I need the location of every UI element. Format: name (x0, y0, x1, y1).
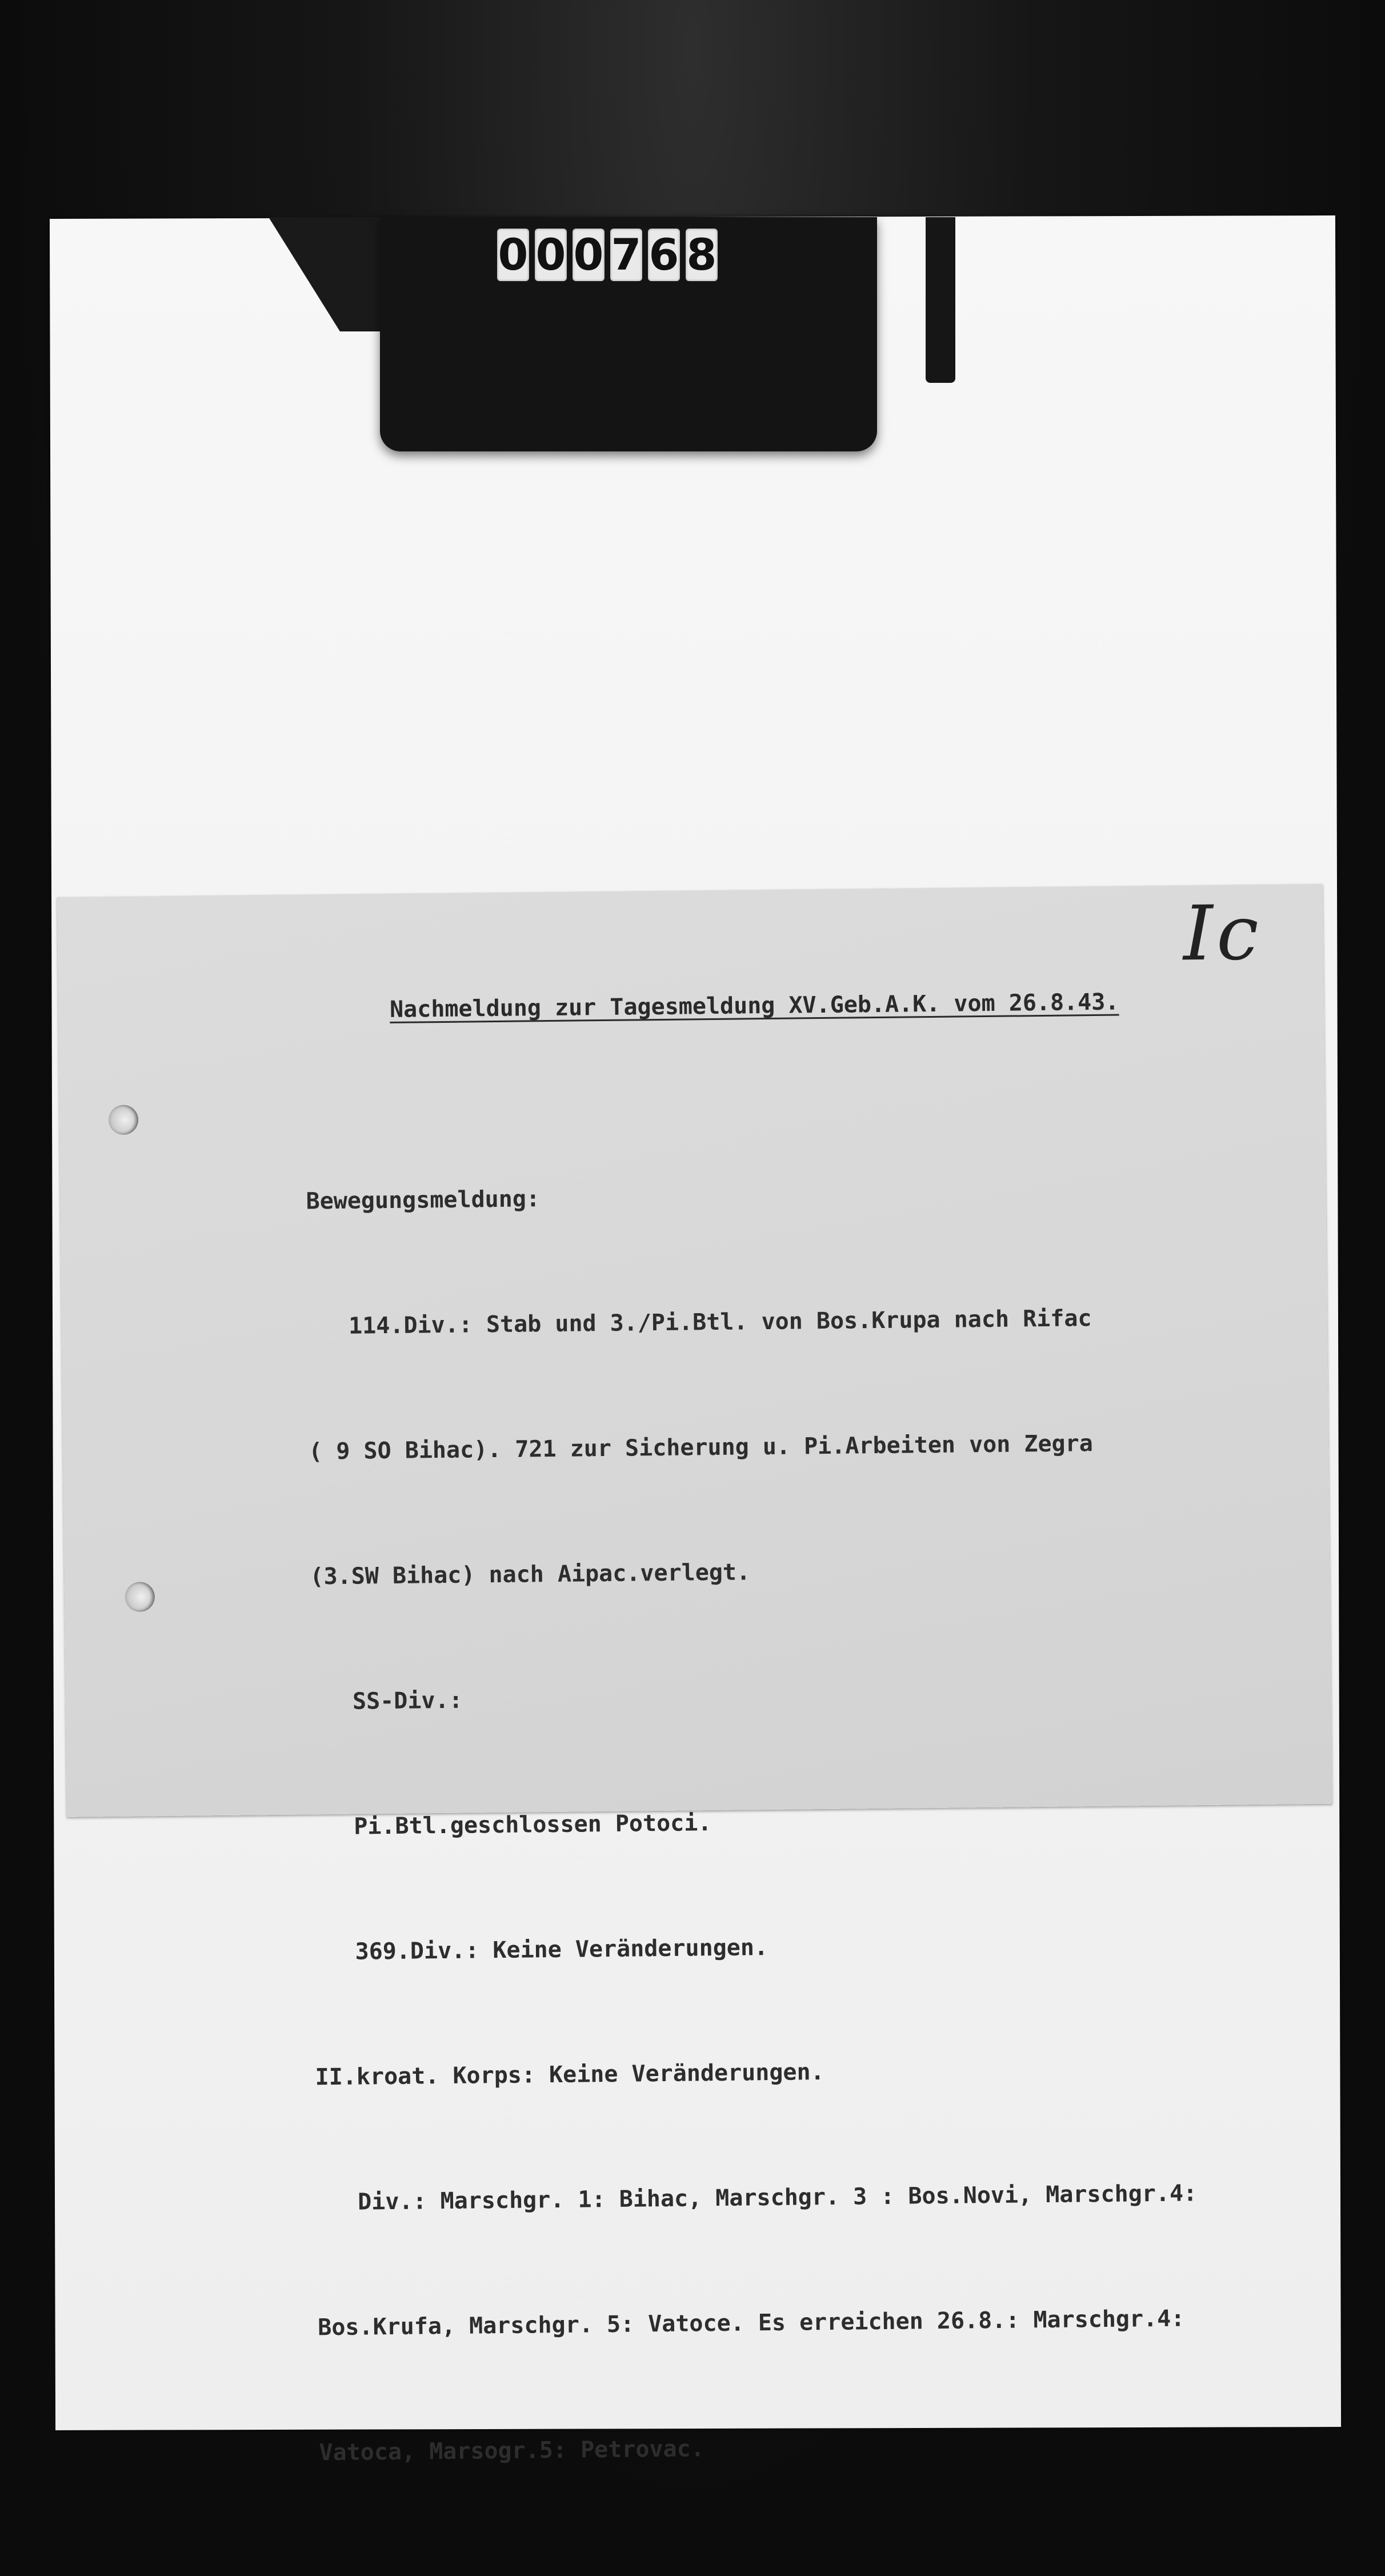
counter-digit: 8 (686, 229, 717, 280)
card-body (305, 1088, 1201, 2557)
handwritten-mark: Ic (1182, 889, 1263, 978)
typed-line: (3.SW Bihac) nach Aipac.verlegt. (310, 1559, 751, 1590)
counter-digit: 0 (573, 229, 604, 280)
card-heading: Nachmeldung zur Tagesmeldung XV.Geb.A.K. vom 26.8.43. (389, 989, 1119, 1023)
typed-line: 114.Div.: Stab und 3./Pi.Btl. von Bos.Krupa nach Rifac (307, 1305, 1092, 1340)
typed-line: Vatoca, Marsogr.5: Petrovac. (319, 2435, 705, 2466)
typed-line: Div.: Marschgr. 1: Bihac, Marschgr. 3 : Bos.Novi, Marschgr.4: (316, 2180, 1198, 2216)
counter-digit: 7 (611, 229, 642, 280)
counter-digit: 0 (535, 229, 566, 280)
typed-line: Pi.Btl.geschlossen Potoci. (312, 1810, 712, 1841)
typed-line: II.kroat. Korps: Keine Veränderungen. (315, 2059, 824, 2091)
typed-line: Bewegungsmeldung: (306, 1186, 541, 1215)
punch-hole-top (109, 1105, 139, 1135)
counter-knob (926, 217, 955, 383)
typed-line: 369.Div.: Keine Veränderungen. (314, 1934, 768, 1966)
document-card (57, 884, 1332, 2466)
typed-line: Bos.Krufa, Marschgr. 5: Vatoce. Es erreichen 26.8.: Marschgr.4: (317, 2305, 1185, 2341)
punch-hole-bottom (125, 1582, 155, 1612)
typed-line: SS-Div.: (311, 1687, 463, 1715)
counter-digit: 6 (649, 229, 679, 280)
typed-line: ( 9 SO Bihac). 721 zur Sicherung u. Pi.Arbeiten von Zegra (308, 1430, 1094, 1465)
frame-counter (257, 217, 914, 457)
counter-readout (497, 229, 718, 281)
counter-digit: 0 (498, 229, 529, 280)
